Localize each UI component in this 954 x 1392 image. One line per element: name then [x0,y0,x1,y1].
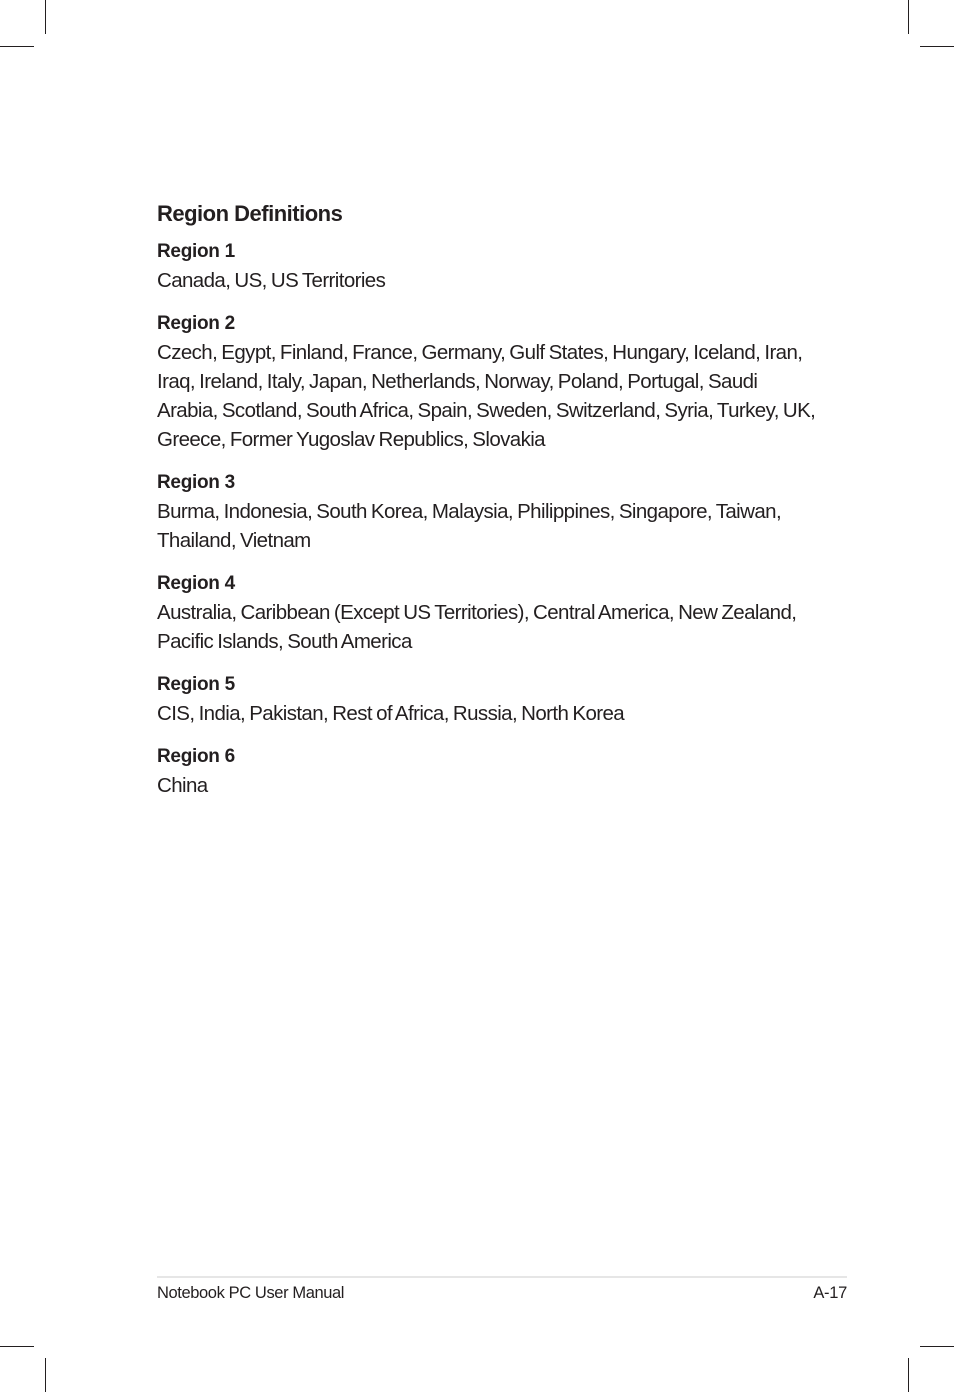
page-content [157,198,817,815]
region-5-section [157,671,817,728]
region-heading: Region 5 [157,674,235,695]
crop-mark [908,0,909,34]
crop-mark [45,0,46,34]
region-4-section [157,570,817,656]
region-countries: China [157,774,208,797]
crop-mark [0,1346,34,1347]
page-title: Region Definitions [157,201,343,226]
region-heading: Region 2 [157,313,235,334]
region-countries: CIS, India, Pakistan, Rest of Africa, Russia, North Korea [157,702,625,725]
region-heading: Region 3 [157,472,235,493]
region-countries: Canada, US, US Territories [157,269,386,292]
crop-mark [0,46,34,47]
region-countries: Australia, Caribbean (Except US Territories), Central America, New Zealand, Pacific Islands, South America [157,601,797,653]
crop-mark [45,1358,46,1392]
region-1-section [157,238,817,295]
region-heading: Region 4 [157,573,235,594]
region-3-section [157,469,817,555]
footer-manual-title: Notebook PC User Manual [157,1284,345,1302]
region-countries: Burma, Indonesia, South Korea, Malaysia, Philippines, Singapore, Taiwan, Thailand, Vietnam [157,500,782,552]
region-2-section [157,310,817,454]
crop-mark [920,46,954,47]
footer-divider [157,1276,847,1278]
footer-page-number: A-17 [813,1284,847,1302]
region-heading: Region 1 [157,241,235,262]
region-6-section [157,743,817,800]
crop-mark [920,1346,954,1347]
region-heading: Region 6 [157,746,235,767]
crop-mark [908,1358,909,1392]
region-countries: Czech, Egypt, Finland, France, Germany, Gulf States, Hungary, Iceland, Iran, Iraq, Ireland, Italy, Japan, Netherlands, Norway, Poland, Portugal, Saudi Arabia, Scotland, South Africa, Spain, Sweden, Switzerland, Syria, Turkey, UK, Greece, Former Yugoslav Republics, Slovakia [157,341,816,451]
